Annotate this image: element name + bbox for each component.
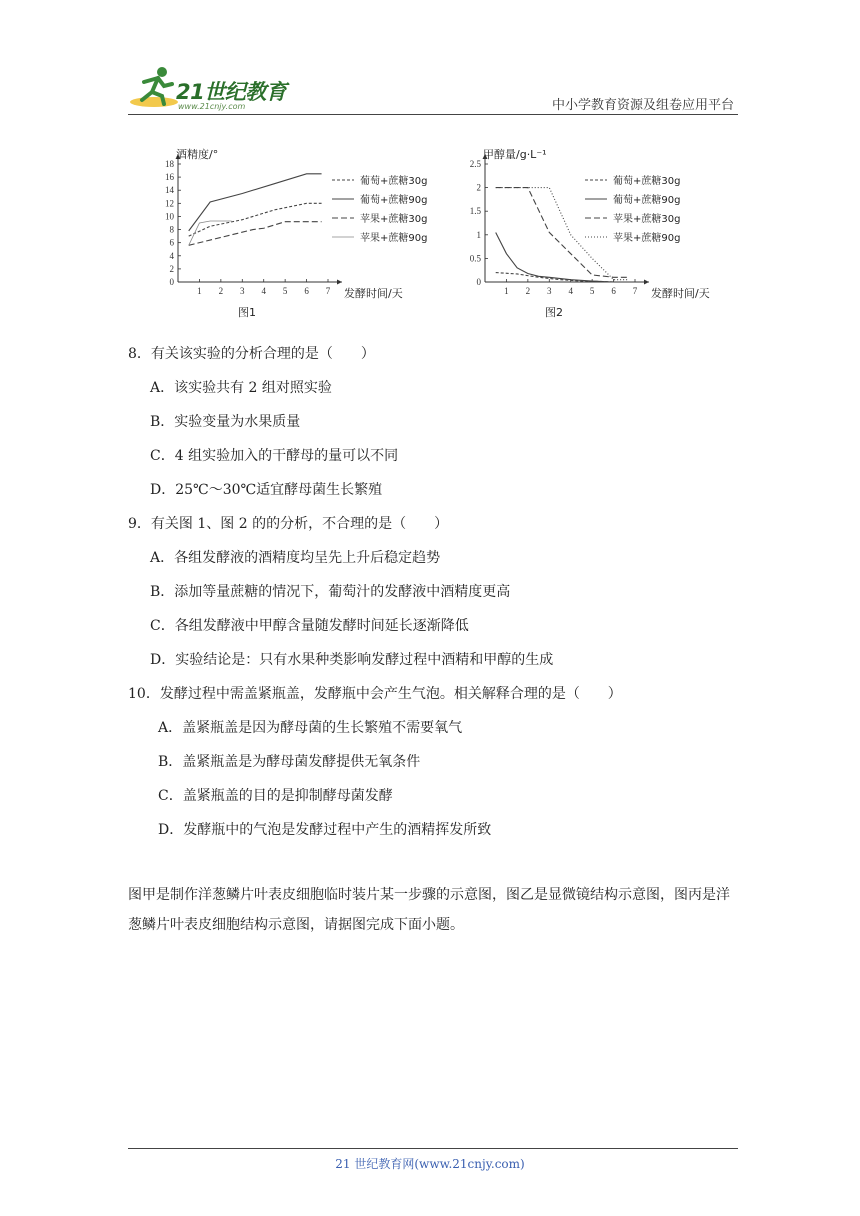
y-tick-label: 1.5 <box>469 206 481 217</box>
series-line <box>496 232 614 282</box>
platform-name: 中小学教育资源及组卷应用平台 <box>551 98 734 113</box>
answer-option[interactable]: A．盖紧瓶盖是因为酵母菌的生长繁殖不需要氧气 <box>158 720 463 736</box>
x-tick-label: 5 <box>282 286 288 296</box>
legend-label: 苹果+蔗糖30g <box>613 214 681 225</box>
legend-label: 苹果+蔗糖90g <box>613 233 681 244</box>
legend-label: 苹果+蔗糖30g <box>360 214 428 225</box>
x-axis-arrow <box>644 280 649 285</box>
series-line <box>189 174 322 231</box>
figure-caption: 图2 <box>545 306 563 319</box>
x-axis-title: 发酵时间/天 <box>344 287 403 300</box>
logo-text: 21世纪教育 <box>176 80 287 104</box>
y-tick-label: 12 <box>165 198 174 209</box>
answer-option[interactable]: D．实验结论是：只有水果种类影响发酵过程中酒精和甲醇的生成 <box>150 652 554 668</box>
y-axis-title: 甲醇量/g·L⁻¹ <box>483 148 547 161</box>
question-stem: 8．有关该实验的分析合理的是（ ） <box>128 346 375 362</box>
x-axis-title: 发酵时间/天 <box>651 287 710 300</box>
y-tick-label: 8 <box>169 224 174 235</box>
answer-option[interactable]: D．发酵瓶中的气泡是发酵过程中产生的酒精挥发所致 <box>158 822 492 838</box>
x-tick-label: 6 <box>304 286 309 296</box>
legend-label: 葡萄+蔗糖90g <box>613 195 681 206</box>
header-divider <box>128 114 738 115</box>
series-line <box>496 188 629 278</box>
question-stem: 9．有关图 1、图 2 的的分析，不合理的是（ ） <box>128 516 449 532</box>
answer-option[interactable]: C．各组发酵液中甲醇含量随发酵时间延长逐渐降低 <box>150 618 469 634</box>
y-tick-label: 0.5 <box>469 253 481 264</box>
y-tick-label: 0 <box>169 277 174 287</box>
series-line <box>189 203 322 236</box>
y-tick-label: 4 <box>169 250 174 261</box>
y-axis-title: 酒精度/° <box>176 148 219 161</box>
y-tick-label: 14 <box>165 185 174 196</box>
x-tick-label: 3 <box>547 286 552 296</box>
y-tick-label: 10 <box>165 211 174 222</box>
answer-option[interactable]: B．实验变量为水果质量 <box>150 414 301 430</box>
y-tick-label: 2 <box>476 182 481 193</box>
x-tick-label: 6 <box>611 286 616 296</box>
x-tick-label: 1 <box>197 286 202 296</box>
figure-caption: 图1 <box>238 306 256 319</box>
footer-text: 21 世纪教育网(www.21cnjy.com) <box>335 1157 525 1171</box>
x-tick-label: 4 <box>261 286 266 296</box>
passage-intro: 图甲是制作洋葱鳞片叶表皮细胞临时装片某一步骤的示意图，图乙是显微镜结构示意图，图丙是洋葱鳞片叶表皮细胞结构示意图，请据图完成下面小题。 <box>128 887 730 933</box>
x-tick-label: 3 <box>240 286 245 296</box>
x-tick-label: 7 <box>325 286 331 296</box>
footer-divider <box>128 1148 738 1149</box>
page-header <box>128 62 738 118</box>
x-tick-label: 4 <box>568 286 573 296</box>
answer-option[interactable]: B．盖紧瓶盖是为酵母菌发酵提供无氧条件 <box>158 754 421 770</box>
y-tick-label: 2.5 <box>469 159 481 169</box>
x-tick-label: 1 <box>504 286 509 296</box>
legend-label: 葡萄+蔗糖90g <box>360 195 428 206</box>
x-tick-label: 2 <box>218 286 224 296</box>
answer-option[interactable]: A．各组发酵液的酒精度均呈先上升后稳定趋势 <box>150 550 441 566</box>
answer-option[interactable]: C．4 组实验加入的干酵母的量可以不同 <box>150 448 399 464</box>
y-tick-label: 1 <box>476 229 481 240</box>
legend-label: 葡萄+蔗糖30g <box>613 176 681 187</box>
x-axis-arrow <box>337 280 342 285</box>
y-tick-label: 2 <box>169 263 174 274</box>
logo <box>128 62 298 114</box>
x-tick-label: 7 <box>632 286 638 296</box>
question-stem: 10．发酵过程中需盖紧瓶盖，发酵瓶中会产生气泡。相关解释合理的是（ ） <box>128 686 622 702</box>
legend-label: 葡萄+蔗糖30g <box>360 176 428 187</box>
figure-1-chart <box>160 142 450 320</box>
series-line <box>189 222 322 246</box>
answer-option[interactable]: C．盖紧瓶盖的目的是抑制酵母菌发酵 <box>158 788 393 804</box>
figure-2-chart <box>455 142 725 320</box>
y-tick-label: 6 <box>169 237 174 248</box>
x-tick-label: 2 <box>525 286 531 296</box>
y-tick-label: 0 <box>476 277 481 287</box>
answer-option[interactable]: A．该实验共有 2 组对照实验 <box>150 380 332 396</box>
y-tick-label: 16 <box>165 172 174 183</box>
runner-logo-icon <box>128 62 178 112</box>
y-tick-label: 18 <box>165 159 174 169</box>
legend-label: 苹果+蔗糖90g <box>360 233 428 244</box>
series-line <box>496 273 614 282</box>
answer-option[interactable]: B．添加等量蔗糖的情况下，葡萄汁的发酵液中酒精度更高 <box>150 584 511 600</box>
x-tick-label: 5 <box>589 286 595 296</box>
answer-option[interactable]: D．25℃～30℃适宜酵母菌生长繁殖 <box>150 482 383 498</box>
logo-url: www.21cnjy.com <box>178 102 246 111</box>
